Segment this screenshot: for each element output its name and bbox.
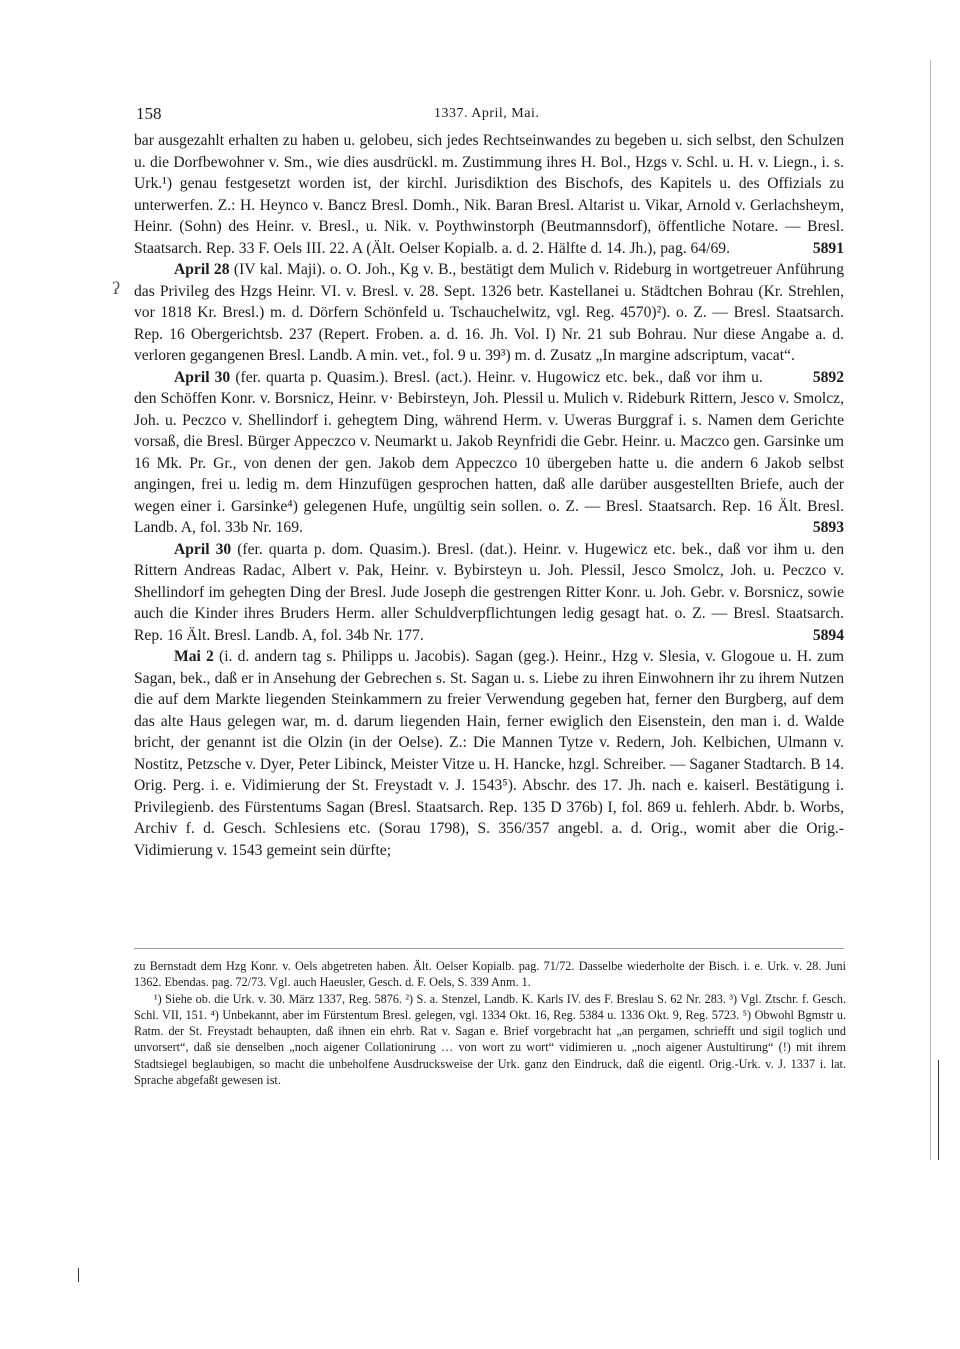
entry-mai-2 bbox=[134, 646, 844, 861]
entry-5893 bbox=[134, 367, 844, 539]
entry-number: 5891 bbox=[812, 239, 844, 257]
margin-annotation: ʔ bbox=[112, 278, 120, 298]
footnote-list: ¹) Siehe ob. die Urk. v. 30. März 1337, Reg. 5876. ²) S. a. Stenzel, Landb. K. Karls IV. des F. Breslau S. 62 Nr. 283. ³) Vgl. Ztschr. f. Gesch. Schl. VII, 151. ⁴) Unbekannt, aber im Fürstentum Bresl. gelegen, vgl. 1334 Okt. 16, Reg. 5384 u. 1336 Okt. 9, Reg. 5723. ⁵) Obwohl Bgmstr u. Ratm. der St. Freystadt behaupten, daß ihnen ein ehrb. Rat v. Sagan e. Brief vorgebracht hat „an pergamen, schriefft und sigil toglich und unvorsert“, daß sie denselben „noch aigener Collationirung … von wort zu wort“ vidimieren u. „noch aigener Austultirung“ (!) mit ihrem Stadtsiegel beglaubigen, so macht die unbeholfene Ausdrucksweise der Urk. ganz den Eindruck, daß die eigentl. Orig.-Urk. v. J. 1337 i. lat. Sprache abgefaßt gewesen ist. bbox=[134, 991, 846, 1088]
entry-date: April 30 bbox=[174, 368, 231, 386]
footnote-continuation: zu Bernstadt dem Hzg Konr. v. Oels abgetreten haben. Ält. Oelser Kopialb. pag. 71/72. Dasselbe wiederholte der Bisch. i. e. Urk. v. 28. Juni 1362. Ebendas. pag. 72/73. Vgl. auch Haeusler, Gesch. d. F. Oels, S. 339 Anm. 1. bbox=[134, 959, 846, 990]
entry-text: (fer. quarta p. Quasim.). Bresl. (act.). Heinr. v. Hugowicz etc. bek., daß vor ihm u. den Schöffen Konr. v. Borsnicz, Heinr. v· Bebirsteyn, Joh. Plessil u. Mulich v. Rideburk Rittern, Jesco v. Smolcz, Joh. u. Peczco v. Shellindorf i. gehegtem Ding, während Herm. v. Uweras Burggraf i. s. Namen dem Gerichte vorsaß, die Bresl. Bürger Appeczco v. Neumarkt u. Jakob Reynfridi die Gebr. Heinr. u. Maczco gen. Garsinke um 16 Mk. Pr. Gr., von denen der gen. Jakob dem Appeczco 10 übergeben hatte u. die andern 6 Jakob selbst angingen, frei u. ledig m. dem Hinzufügen gesprochen hatten, daß alle darüber ausgestellten Briefe, auch der wegen einer i. Garsinke⁴) gelegenen Hufe, ungültig sein sollen. o. Z. — Bresl. Staatsarch. Rep. 16 Ält. Bresl. Landb. A, fol. 33b Nr. 169. bbox=[134, 368, 844, 536]
entry-text: (fer. quarta p. dom. Quasim.). Bresl. (dat.). Heinr. v. Hugewicz etc. bek., daß vor ihm u. den Rittern Andreas Radac, Albert v. Pak, Heinr. v. Bybirsteyn u. Joh. Plessil, Jesco Smolcz, Joh. u. Peczco v. Shellindorf im gehegten Ding der Bresl. Jude Joseph die gestrengen Ritter Konr. u. Joh. Gebr. v. Borsnicz, sowie auch die Kinder ihres Bruders Herm. aller Schuldverpflichtungen ledig gesagt hat. o. Z. — Bresl. Staatsarch. Rep. 16 Ält. Bresl. Landb. A, fol. 34b Nr. 177. bbox=[134, 540, 844, 644]
entry-text: (i. d. andern tag s. Philipps u. Jacobis). Sagan (geg.). Heinr., Hzg v. Slesia, v. Glogoue u. H. zum Sagan, bek., daß er in Ansehung der Gebrechen s. St. Sagan u. s. Liebe zu ihren Einwohnern ihr zu ihrem Nutzen die auf dem Markte liegenden Steinkammern zu freier Verwendung gegeben hat, ferner den Burgberg, auf dem das alte Haus gelegen war, m. d. darum liegenden Hain, ferner ewiglich den Eisenstein, den man i. d. Walde bricht, der genannt ist die Olzin (in der Oelse). Z.: Die Mannen Tytze v. Redern, Joh. Kelbichen, Ulmann v. Nostitz, Petzsche v. Dyer, Peter Libinck, Meister Vitze u. H. Hancke, hzgl. Schreiber. — Saganer Stadtarch. B 14. Orig. Perg. i. e. Vidimierung der St. Freystadt v. J. 1543⁵). Abschr. des 17. Jh. nach e. kaiserl. Bestätigung i. Privilegienb. des Fürstentums Sagan (Bresl. Staatsarch. Rep. 135 D 376b) I, fol. 869 u. fehlerh. Abdr. b. Worbs, Archiv f. d. Gesch. Schlesiens etc. (Sorau 1798), S. 356/357 angebl. a. d. Orig., womit aber die Orig.-Vidimierung v. 1543 gemeint sein dürfte; bbox=[134, 648, 844, 859]
page-header bbox=[136, 104, 842, 128]
scan-edge-line bbox=[938, 1060, 939, 1160]
scan-edge-line bbox=[930, 60, 931, 1160]
intro-paragraph bbox=[134, 130, 844, 259]
intro-text: bar ausgezahlt erhalten zu haben u. gelobeu, sich jedes Rechtseinwandes zu begeben u. sich selbst, den Schulzen u. die Dorfbewohner v. Sm., wie dies ausdrückl. m. Zustimmung ihres H. Bol., Hzgs v. Schl. u. H. v. Liegn., i. s. Urk.¹) genau festgesetzt worden ist, der kirchl. Jurisdiktion des Bischofs, des Kapitels u. des Offizials zu unterwerfen. Z.: H. Heynco v. Bancz Bresl. Domh., Nik. Baran Bresl. Altarist u. Vikar, Arnold v. Gerlachsheym, Heinr. (Sohn) des Heinr. v. Bresl., u. Nik. v. Poythwinstorph (Beutmannsdorf), öffentliche Notare. — Bresl. Staatsarch. Rep. 33 F. Oels III. 22. A (Ält. Oelser Kopialb. a. d. 2. Hälfte d. 14. Jh.), pag. 64/69. bbox=[134, 132, 844, 257]
page-number: 158 bbox=[136, 104, 162, 123]
entry-number: 5894 bbox=[812, 626, 844, 644]
entry-number: 5892 bbox=[812, 368, 844, 386]
entry-5894 bbox=[134, 539, 844, 647]
entry-date: Mai 2 bbox=[174, 648, 214, 665]
entry-date: April 28 bbox=[174, 261, 230, 278]
entry-number: 5893 bbox=[812, 519, 844, 536]
running-head: 1337. April, Mai. bbox=[434, 106, 540, 121]
footnote-rule bbox=[134, 948, 844, 949]
scan-mark bbox=[78, 1268, 79, 1282]
entry-text: (IV kal. Maji). o. O. Joh., Kg v. B., bestätigt dem Mulich v. Rideburg in wortgetreuer Anführung das Privileg des Hzgs Heinr. VI. v. Bresl. v. 28. Sept. 1326 betr. Kastellanei u. Städtchen Bohrau (Kr. Strehlen, vor 1818 Kr. Bresl.) m. d. Dörfern Schönfeld u. Tschauchelwitz, vgl. Reg. 4570)²). o. Z. — Bresl. Staatsarch. Rep. 16 Obergerichtsb. 237 (Repert. Froben. a. d. 16. Jh. Vol. I) Nr. 21 sub Bohrau. Nur diese Angabe a. d. verloren gegangenen Bresl. Landb. A min. vet., fol. 9 u. 39³) m. d. Zusatz „In margine adscriptum, vacat“. bbox=[134, 261, 845, 364]
footnotes bbox=[134, 958, 846, 1088]
entry-date: April 30 bbox=[174, 540, 232, 558]
main-text bbox=[134, 130, 844, 861]
